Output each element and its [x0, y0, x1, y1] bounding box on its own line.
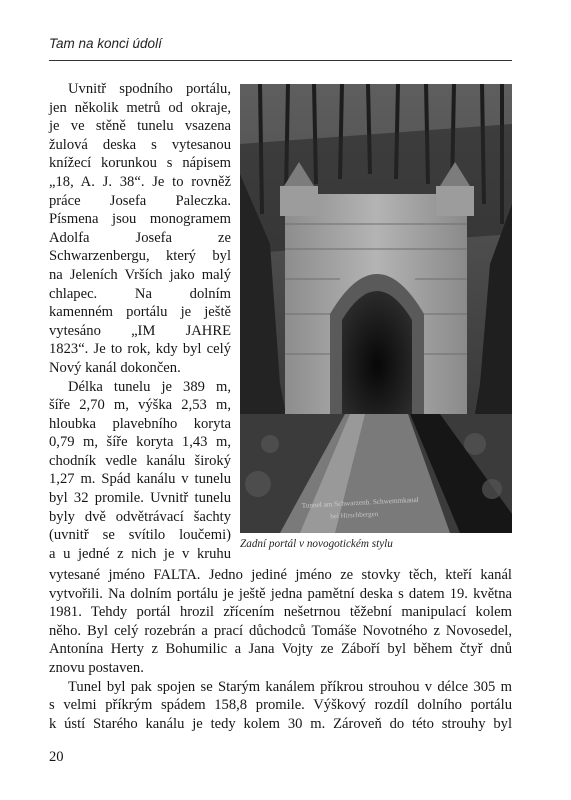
text-line: a u jedné z nich je v kruhu — [49, 545, 231, 562]
text-line: chodník vedle kanálu široký — [49, 452, 231, 469]
running-header: Tam na konci údolí — [49, 36, 162, 51]
text-line: „18, A. J. 38“. Je to rovněž — [49, 173, 231, 190]
left-text-column — [49, 80, 231, 563]
text-line: 1981. Tehdy portál hrozil zřícením nešetrnou těžební manipulací kolem — [49, 604, 512, 621]
svg-text:Tunnel am Schwarzenb. Schwemmk: Tunnel am Schwarzenb. Schwemmkanal — [301, 495, 419, 510]
svg-text:bei Hirschbergen: bei Hirschbergen — [330, 509, 379, 521]
text-line: chlapec. Na dolním — [49, 285, 231, 302]
text-line: knížecí korunkou s nápisem — [49, 155, 231, 172]
figure-caption: Zadní portál v novogotickém stylu — [240, 538, 393, 550]
text-line: Písmena jsou monogramem — [49, 211, 231, 228]
text-line: byl 32 promile. Uvnitř tunelu — [49, 490, 231, 507]
text-line: (uvnitř se svítilo loučemi) — [49, 527, 231, 544]
text-line: 0,79 m, šíře koryta 1,43 m, — [49, 434, 231, 451]
text-line: kamenném portálu je ještě — [49, 304, 231, 321]
text-line: šíře 2,70 m, výška 2,53 m, — [49, 397, 231, 414]
text-line: Uvnitř spodního portálu, — [68, 81, 231, 97]
text-line: jen několik metrů od okraje, — [49, 99, 231, 116]
text-line: 1,27 m. Spád kanálu v tunelu — [49, 471, 231, 488]
text-line: s velmi příkrým spádem 158,8 promile. Výškový rozdíl dolního portálu — [49, 697, 512, 714]
text-line: Nový kanál dokončen. — [49, 359, 181, 376]
text-line: Antonína Herty z Bohumilic a Jana Vojty ze Záboří byl během čtyř dnů — [49, 641, 512, 658]
text-line: žulová deska s vytesanou — [49, 136, 231, 153]
text-line: práce Josefa Paleczka. — [49, 192, 231, 209]
text-line: vytesáno „IM JAHRE — [49, 322, 231, 339]
text-line: k ústí Starého kanálu je tedy kolem 30 m. Zároveň do této strouhy byl — [49, 715, 512, 732]
full-width-text-column — [49, 566, 512, 733]
header-rule — [49, 60, 512, 61]
page-number: 20 — [49, 749, 64, 765]
text-line: vytvořili. Na dolním portálu je ještě jedna pamětní deska s datem 19. května — [49, 585, 512, 602]
text-line: Adolfa Josefa ze — [49, 229, 231, 246]
text-line: hloubka plavebního koryta — [49, 415, 231, 432]
text-line: Délka tunelu je 389 m, — [68, 378, 231, 395]
text-line: byly dvě odvětrávací šachty — [49, 508, 231, 525]
text-line: je ve stěně tunelu vsazena — [49, 118, 231, 135]
text-line: něho. Byl celý rozebrán a prací důchodců Tomáše Novotného z Novosedel, — [49, 622, 512, 639]
tunnel-portal-photo — [240, 84, 512, 533]
text-line: 1823“. Je to rok, kdy byl celý — [49, 341, 231, 358]
text-line: Schwarzenbergu, který byl — [49, 248, 231, 265]
text-line: na Jeleních Vrších jako malý — [49, 266, 231, 283]
text-line: znovu postaven. — [49, 659, 144, 676]
text-line: Tunel byl pak spojen se Starým kanálem příkrou strouhou v délce 305 m — [68, 678, 512, 695]
text-line: vytesané jméno FALTA. Jedno jediné jméno ze stovky těch, kteří kanál — [49, 567, 512, 583]
